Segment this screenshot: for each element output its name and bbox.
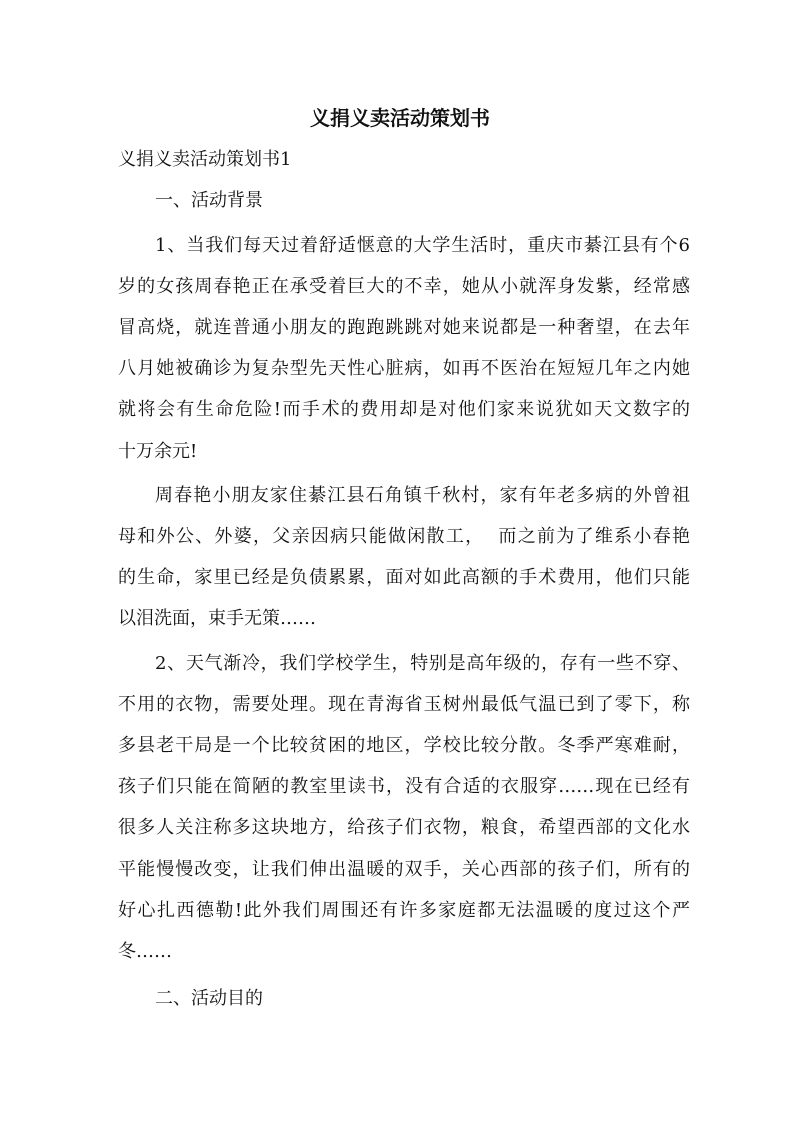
paragraph-line: 2、天气渐冷，我们学校学生，特别是高年级的，存有一些不穿、	[155, 653, 690, 674]
paragraph-line: 周春艳小朋友家住綦江县石角镇千秋村，家有年老多病的外曾祖	[155, 485, 690, 506]
paragraph-line: 很多人关注称多这块地方，给孩子们衣物，粮食，希望西部的文化水	[118, 817, 690, 838]
paragraph-line: 平能慢慢改变，让我们伸出温暖的双手，关心西部的孩子们，所有的	[118, 859, 690, 880]
paragraph-line: 岁的女孩周春艳正在承受着巨大的不幸，她从小就浑身发紫，经常感	[118, 276, 690, 297]
paragraph-line: 冒高烧，就连普通小朋友的跑跑跳跳对她来说都是一种奢望，在去年	[118, 317, 690, 338]
paragraph-line: 十万余元!	[118, 441, 198, 462]
paragraph-line: 的生命，家里已经是负债累累，面对如此高额的手术费用，他们只能	[118, 567, 690, 588]
paragraph-line: 以泪洗面，束手无策……	[118, 608, 316, 629]
paragraph-line: 冬……	[118, 941, 172, 962]
paragraph-line: 不用的衣物，需要处理。现在青海省玉树州最低气温已到了零下，称	[118, 694, 690, 715]
document-title: 义捐义卖活动策划书	[310, 106, 490, 130]
paragraph-line: 好心扎西德勒!此外我们周围还有许多家庭都无法温暖的度过这个严	[118, 900, 690, 921]
section-heading-background: 一、活动背景	[155, 190, 263, 211]
paragraph-line: 就将会有生命危险!而手术的费用却是对他们家来说犹如天文数字的	[118, 399, 690, 420]
paragraph-line: 孩子们只能在简陋的教室里读书，没有合适的衣服穿……现在已经有	[118, 776, 690, 797]
paragraph-line: 1、当我们每天过着舒适惬意的大学生活时，重庆市綦江县有个6	[155, 235, 690, 256]
paragraph-line: 多县老干局是一个比较贫困的地区，学校比较分散。冬季严寒难耐，	[118, 735, 690, 756]
section-heading-purpose: 二、活动目的	[155, 988, 263, 1009]
paragraph-line: 母和外公、外婆，父亲因病只能做闲散工， 而之前为了维系小春艳	[118, 526, 690, 547]
paragraph-line: 八月她被确诊为复杂型先天性心脏病，如再不医治在短短几年之内她	[118, 358, 690, 379]
document-subtitle: 义捐义卖活动策划书1	[118, 149, 292, 170]
